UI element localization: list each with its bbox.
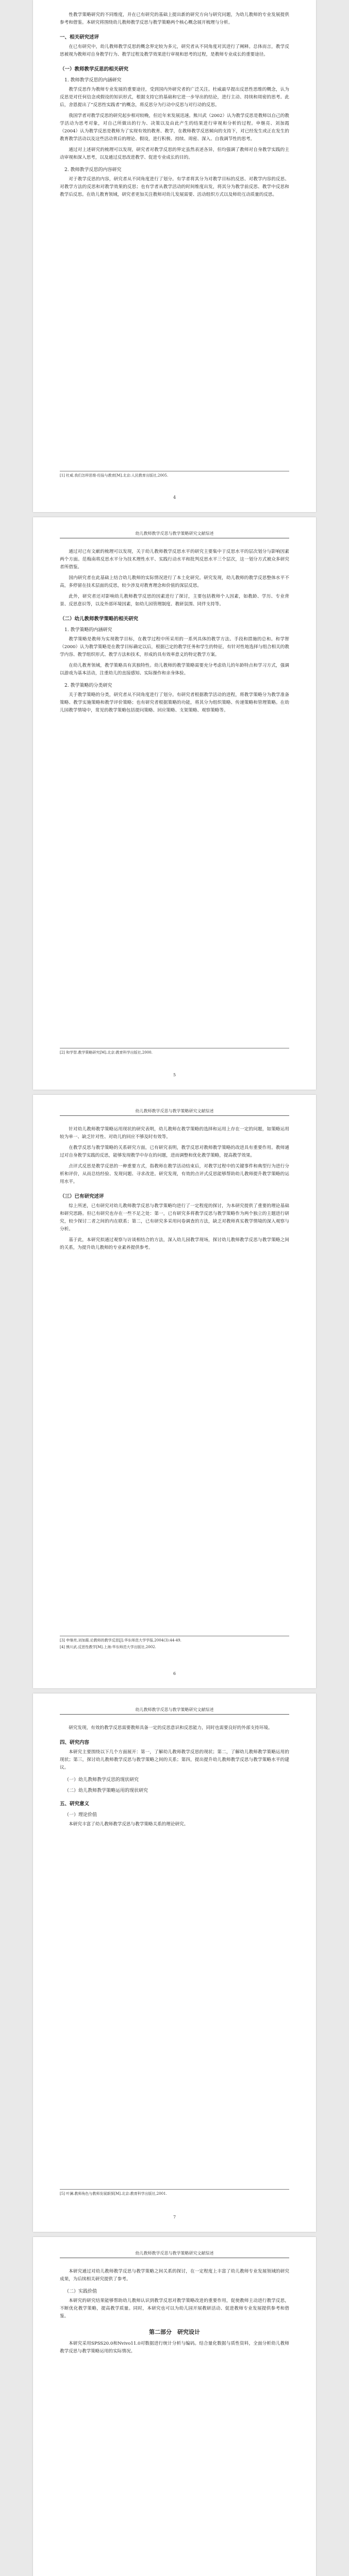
document-page-2 [33, 517, 316, 1090]
paragraph: 国内研究者在此基础上结合幼儿教师的实际情况进行了本土化研究。研究发现，幼儿教师的教学反思整体水平不高，多停留在技术层面的反思，较少涉及对教育理念和价值的深层反思。 [60, 575, 289, 588]
paragraph: 对于教学反思的内容，研究者从不同角度进行了划分。有学者将其分为对教学目标的反思、对教学内容的反思、对教学方法的反思和对教学效果的反思；也有学者从教学活动的时间维度出发，将其分为教学前反思、教学中反思和教学后反思。在幼儿教育领域，研究者更加关注教师对幼儿发展需要、活动组织方式以及师幼互动质量的反思。 [60, 177, 289, 197]
subsection-heading: （一）幼儿教师教学反思的现状研究 [64, 1777, 139, 1783]
subsection-heading: （二）实践价值 [64, 2289, 97, 2294]
footnote: [3] 申继亮,刘加霞.论教师的教学反思[J].华东师范大学学报,2004(3):44-49. [60, 1638, 181, 1642]
page-number: 7 [173, 2215, 176, 2219]
footnote: [4] 熊川武.反思性教学[M].上海:华东师范大学出版社,2002. [60, 1645, 156, 1649]
footnotes [60, 1048, 289, 1057]
running-header: 幼儿教师教学反思与教学策略研究文献综述 [60, 1108, 289, 1116]
paragraph: 本研究采用SPSS20.0和Nvivo11.0对数据进行统计分析与编码。结合量化数据与质性资料，全面分析幼儿教师教学反思与教学策略运用的实际情况。 [60, 2341, 289, 2354]
section-heading: 一、相关研究述评 [60, 35, 99, 40]
paragraph: 研究发现，有效的教学反思需要教师具备一定的反思意识和反思能力，同时也需要良好的外部支持环境。 [69, 1725, 273, 1731]
paragraph: 通过对上述研究的梳理可以发现，研究者对教学反思的界定虽然表述各异，但均强调了教师对自身教学实践的主动审视和深入思考，以及通过反思改进教学、促进专业成长的目的。 [60, 147, 289, 160]
document-page-5 [33, 2237, 316, 2576]
subsection-heading: 1. 教师教学反思的内涵研究 [64, 78, 122, 83]
subsection-heading: （二）幼儿教师教学策略运用的现状研究 [64, 1788, 148, 1793]
paragraph: 在幼儿教育领域，教学策略具有其独特性。幼儿教师的教学策略需要充分考虑幼儿的年龄特点和学习方式，强调以游戏为基本活动，注重幼儿的直接感知、实际操作和亲身体验。 [60, 663, 289, 676]
paragraph: 在教学反思与教学策略的关系研究方面，已有研究表明，教学反思对教师教学策略的改进具有重要作用。教师通过对自身教学实践的反思，能够发现教学中存在的问题，进而调整和优化教学策略，提高教学效果。 [60, 1145, 289, 1158]
paragraph: 教学策略是教师为实现教学目标，在教学过程中所采用的一系列具体的教学方法、手段和措施的总和。和学智（2000）认为教学策略是在教学目标确定以后，根据已定的教学任务和学生的特征，有针对性地选择与组合相关的教学内容、教学组织形式、教学方法和技术，形成的具有效率意义的特定教学方案。 [60, 637, 289, 657]
paragraph: 教学反思作为教师专业发展的重要途径，受到国内外研究者的广泛关注。杜威最早提出反思性思维的概念，认为反思是对任何信念或假设的知识形式，根据支持它的基础和它进一步导出的结论，进行主动、持续和周密的思考。此后，舍恩提出了“反思性实践者”的概念，将反思分为行动中反思与对行动的反思。 [60, 87, 289, 108]
subsection-heading: （一）理论价值 [64, 1812, 97, 1818]
paragraph: 点评式反思是教学反思的一种重要方式，指教师在教学活动结束后，对教学过程中的关键事件和典型行为进行分析和评价，从而总结经验、发现问题、寻求改进。研究发现，有效的点评式反思能够帮助幼儿教师提升教学策略的运用水平。 [60, 1164, 289, 1184]
paragraph: 本研究通过对幼儿教师教学反思与教学策略之间关系的探讨，在一定程度上丰富了幼儿教师专业发展领域的研究成果，为后续相关研究提供了参考。 [60, 2269, 289, 2282]
document-page-3 [33, 1095, 316, 1688]
paragraph: 通过对已有文献的梳理可以发现，关于幼儿教师教学反思水平的研究主要集中于反思水平的层次划分与影响因素两个方面。范梅南将反思水平分为技术理性水平、实践行动水平和批判反思水平三个层次，这一划分方式被众多研究者所借鉴。 [60, 549, 289, 570]
paragraph: 我国学者对教学反思的研究起步相对较晚，但近年来发展迅速。熊川武（2002）认为教学反思是教师以自己的教学活动为思考对象，对自己所做出的行为、决策以及由此产生的结果进行审视和分析的过程。申继亮、刘加霞（2004）认为教学反思是教师为了实现有效的教育、教学，在教师教学反思倾向的支持下，对已经发生或正在发生的教育教学活动以及这些活动背后的理论、假设，进行积极、持续、周密、深入、自我调节性的思考。 [60, 113, 289, 142]
paragraph: 基于此，本研究拟通过观察与访谈相结合的方法，深入幼儿园教学现场，探讨幼儿教师教学反思与教学策略之间的关系，为提升幼儿教师的专业素养提供参考。 [60, 1238, 289, 1250]
paragraph: 本研究的研究结果能够帮助幼儿教师认识到教学反思对教学策略改进的重要作用，促使教师主动进行教学反思，不断优化教学策略，提高教学质量。同时，本研究也可以为幼儿园开展教研活动、促进教师专业发展提供参考和借鉴。 [60, 2298, 289, 2319]
subsection-heading: 2. 教师教学反思的内容研究 [64, 167, 122, 173]
footnotes [60, 471, 289, 480]
footnotes [60, 2189, 289, 2198]
subsection-heading: （二）幼儿教师教学策略的相关研究 [60, 616, 139, 622]
part-heading: 第二部分 研究设计 [149, 2329, 200, 2335]
subsection-heading: （一）教师教学反思的相关研究 [60, 66, 129, 72]
paragraph: 针对幼儿教师教学策略运用现状的研究表明，幼儿教师在教学策略的选择和运用上存在一定的问题，如策略运用较为单一、缺乏针对性、对幼儿的回应不够及时有效等。 [60, 1127, 289, 1140]
subsection-heading: 1. 教学策略的内涵研究 [64, 628, 112, 633]
document-page-1 [33, 0, 316, 512]
footnote: [1] 杜威.我们怎样思维·经验与教育[M].北京:人民教育出版社,2005. [60, 473, 169, 478]
paragraph: 关于教学策略的分类，研究者从不同角度进行了划分。有研究者根据教学活动的进程，将教学策略分为教学准备策略、教学实施策略和教学评价策略；也有研究者根据策略的功能，将其分为组织策略、传递策略和管理策略。在幼儿园教学情境中，常见的教学策略包括提问策略、回应策略、支架策略、观察策略等。 [60, 692, 289, 713]
page-number: 4 [173, 495, 176, 500]
subsection-heading: 2. 教学策略的分类研究 [64, 683, 112, 688]
page-number: 6 [173, 1671, 176, 1676]
paragraph: 综上所述，已有研究对幼儿教师教学反思与教学策略均进行了一定程度的探讨，为本研究提供了重要的理论基础和研究思路。但已有研究也存在一些不足之处：第一，已有研究多将教学反思与教学策略作为两个独立的主题进行研究，较少探讨二者之间的内在联系；第二，已有研究多采用问卷调查的方法，缺乏对教师真实教学情境的深入观察与分析。 [60, 1204, 289, 1232]
footnote: [5] 叶澜.教师角色与教师发展新探[M].北京:教育科学出版社,2001. [60, 2192, 167, 2196]
page-number: 5 [173, 1073, 176, 1077]
running-header: 幼儿教师教学反思与教学策略研究文献综述 [60, 2250, 289, 2258]
running-header: 幼儿教师教学反思与教学策略研究文献综述 [60, 531, 289, 538]
running-header: 幼儿教师教学反思与教学策略研究文献综述 [60, 1707, 289, 1715]
footnotes [60, 1636, 289, 1651]
subsection-heading: （三）已有研究述评 [60, 1194, 104, 1199]
section-heading: 五、研究意义 [60, 1801, 90, 1807]
section-heading: 四、研究内容 [60, 1740, 90, 1745]
paragraph: 本研究主要围绕以下几个方面展开：第一，了解幼儿教师教学反思的现状；第二，了解幼儿教师教学策略运用的现状；第三，探讨幼儿教师教学反思与教学策略之间的关系；第四，提出提升幼儿教师教学反思与教学策略水平的建议。 [60, 1750, 289, 1770]
paragraph: 在已有研究中，幼儿教师教学反思的概念界定较为多元，研究者从不同角度对其进行了阐释。总体而言，教学反思被视为教师对自身教学行为、教学过程及教学效果进行审视和思考的过程，是教师专业成长的重要途径。 [60, 44, 289, 57]
footnote: [2] 和学智.教学策略研究[M].北京:教育科学出版社,2000. [60, 1050, 153, 1055]
document-page-4 [33, 1693, 316, 2232]
paragraph: 本研究丰富了幼儿教师教学反思与教学策略关系的理论研究。 [69, 1822, 189, 1827]
paragraph: 此外，研究者还对影响幼儿教师教学反思的因素进行了探讨，主要包括教师个人因素，如教龄、学历、专业背景、反思意识等，以及外部环境因素，如幼儿园管理制度、教研氛围、同伴支持等。 [60, 594, 289, 607]
paragraph: 性教学策略研究的不同维度，并在已有研究的基础上提出新的研究方向与研究问题，为幼儿教师的专业发展提供参考和借鉴。本研究将围绕幼儿教师教学反思与教学策略两个核心概念展开梳理与分析。 [60, 12, 289, 25]
